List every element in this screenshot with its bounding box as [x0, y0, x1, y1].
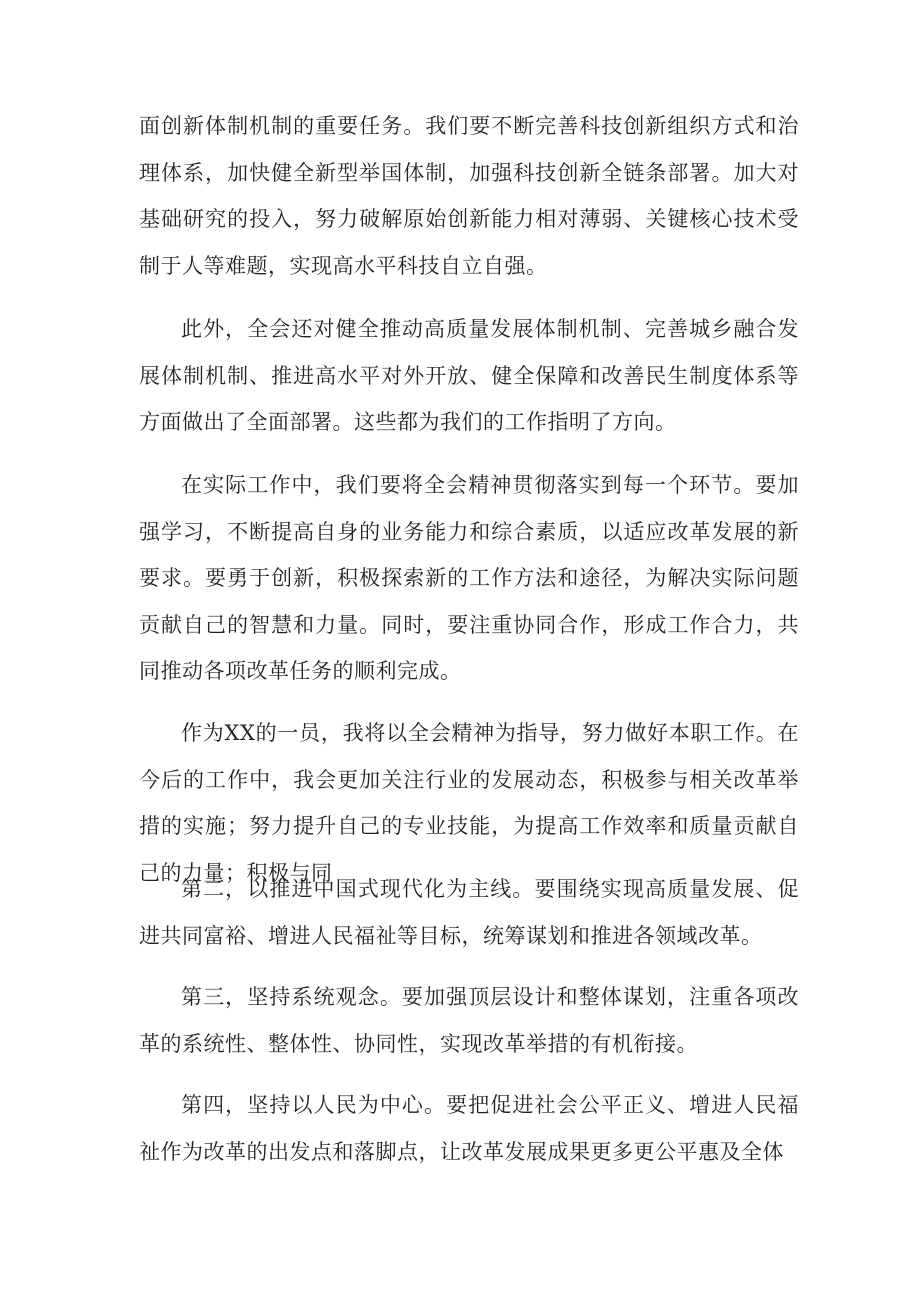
paragraph-personal-commitment: 作为XX的一员，我将以全会精神为指导，努力做好本职工作。在今后的工作中，我会更加关注行业的发展动态，积极参与相关改革举措的实施；努力提升自己的专业技能，为提高工作效率和质量贡献自己的力量；积极与同 [139, 721, 799, 885]
paragraph-point-three: 第三，坚持系统观念。要加强顶层设计和整体谋划，注重各项改革的系统性、整体性、协同性，实现改革举措的有机衔接。 [139, 985, 799, 1056]
paragraph-point-two: 第二，以推进中国式现代化为主线。要围绕实现高质量发展、促进共同富裕、增进人民福祉等目标，统筹谋划和推进各领域改革。 [139, 877, 799, 948]
paragraph-point-four: 第四，坚持以人民为中心。要把促进社会公平正义、增进人民福祉作为改革的出发点和落脚点，让改革发展成果更多更公平惠及全体 [139, 1093, 799, 1164]
paragraph-plenum-deployments: 此外，全会还对健全推动高质量发展体制机制、完善城乡融合发展体制机制、推进高水平对外开放、健全保障和改善民生制度体系等方面做出了全面部署。这些都为我们的工作指明了方向。 [139, 317, 799, 435]
paragraph-practical-work: 在实际工作中，我们要将全会精神贯彻落实到每一个环节。要加强学习，不断提高自身的业务能力和综合素质，以适应改革发展的新要求。要勇于创新，积极探索新的工作方法和途径，为解决实际问题贡献自己的智慧和力量。同时，要注重协同合作，形成工作合力，共同推动各项改革任务的顺利完成。 [139, 473, 799, 684]
paragraph-science-tech-innovation: 面创新体制机制的重要任务。我们要不断完善科技创新组织方式和治理体系，加快健全新型举国体制，加强科技创新全链条部署。加大对基础研究的投入，努力破解原始创新能力相对薄弱、关键核心技术受制于人等难题，实现高水平科技自立自强。 [139, 114, 799, 278]
